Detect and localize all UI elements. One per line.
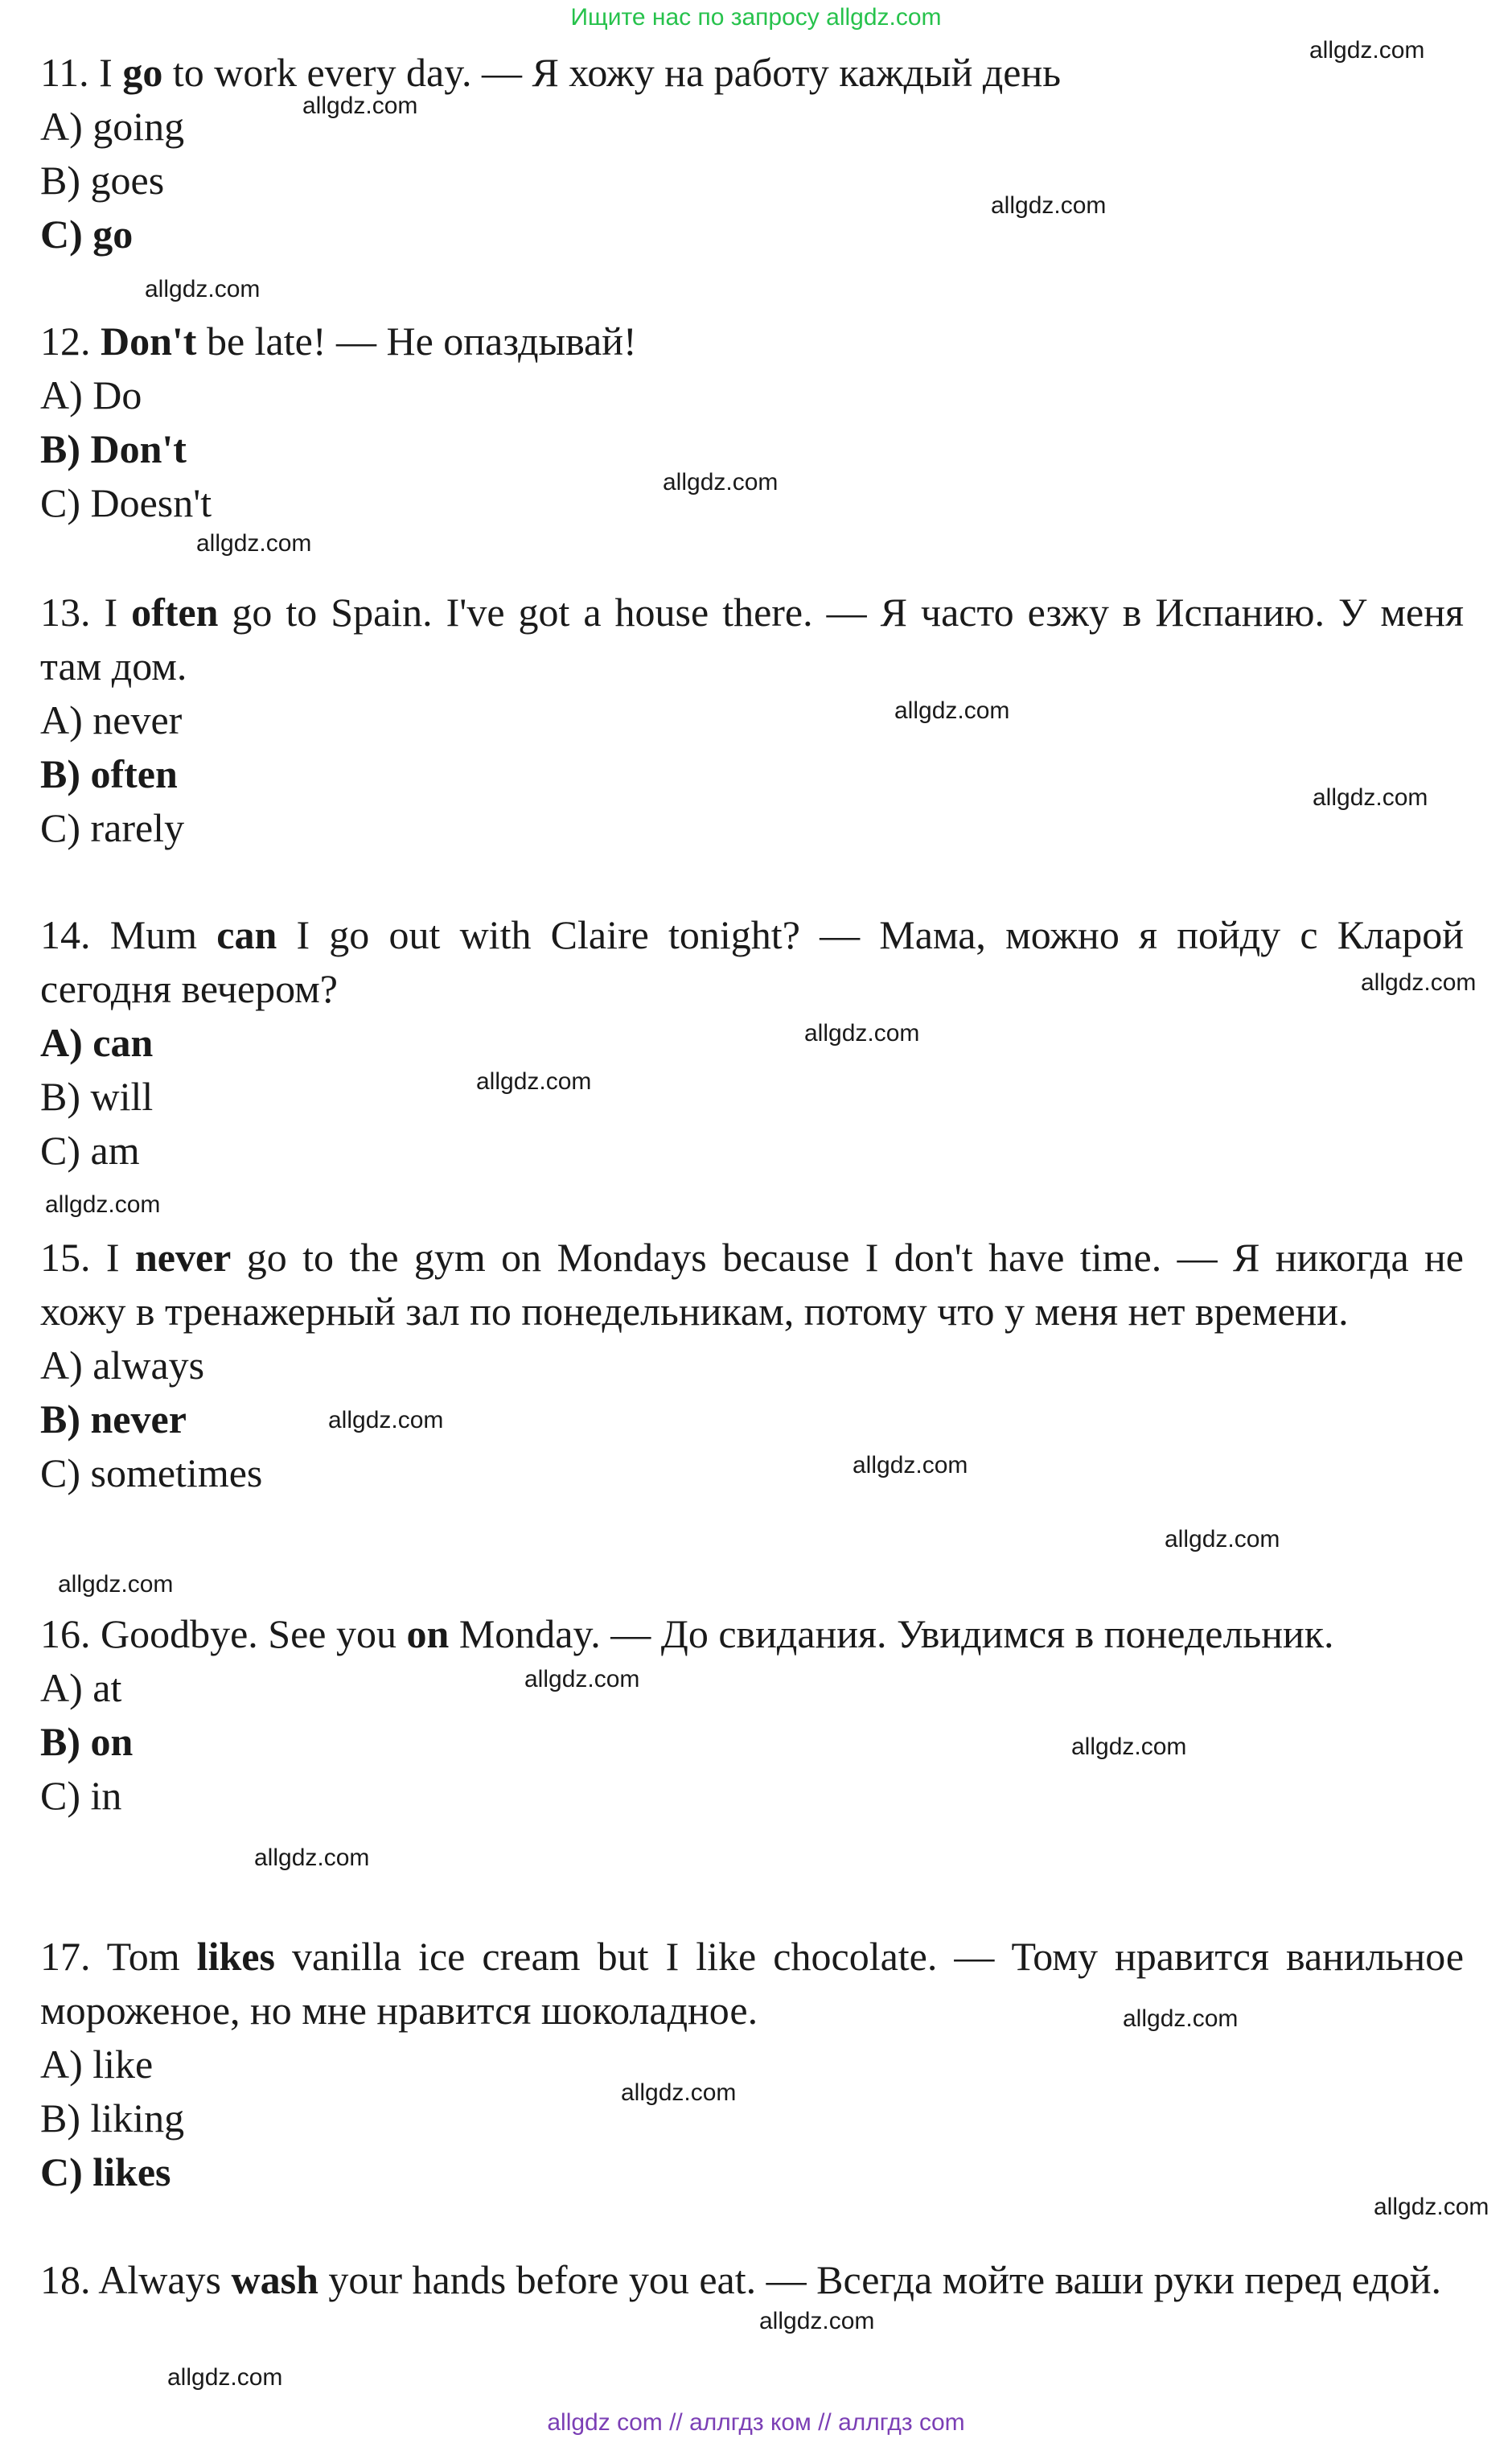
watermark: allgdz.com	[1374, 2194, 1489, 2220]
watermark: allgdz.com	[621, 2079, 737, 2106]
question-text: 16. Goodbye. See you on Monday. — До свидания. Увидимся в понедельник.	[40, 1611, 1334, 1656]
question-number: 14.	[40, 912, 91, 957]
watermark: allgdz.com	[894, 697, 1010, 724]
question-12	[40, 315, 1464, 530]
watermark: allgdz.com	[759, 2308, 875, 2334]
watermark: allgdz.com	[254, 1845, 370, 1871]
question-17	[40, 1930, 1464, 2199]
option-c: C) in	[40, 1773, 122, 1818]
watermark: allgdz.com	[1123, 2005, 1239, 2032]
answer-word: wash	[231, 2257, 318, 2302]
question-text: 14. Mum can I go out with Claire tonight? — Мама, можно я пойду с Кларой сегодня вечером?	[40, 912, 1464, 1011]
option-c: C) Doesn't	[40, 480, 212, 525]
question-number: 13.	[40, 590, 91, 635]
watermark: allgdz.com	[58, 1571, 174, 1598]
option-b-correct: B) on	[40, 1719, 134, 1764]
question-number: 18.	[40, 2257, 91, 2302]
answer-word: often	[131, 590, 219, 635]
question-number: 12.	[40, 319, 91, 364]
watermark: allgdz.com	[1313, 784, 1428, 811]
watermark: allgdz.com	[145, 276, 261, 302]
option-b: B) goes	[40, 158, 165, 203]
watermark: allgdz.com	[1071, 1733, 1187, 1760]
question-number: 17.	[40, 1934, 91, 1979]
option-a: A) at	[40, 1665, 122, 1710]
watermark: allgdz.com	[167, 2364, 283, 2391]
watermark: allgdz.com	[524, 1666, 640, 1692]
watermark: allgdz.com	[804, 1020, 920, 1047]
option-c-correct: C) likes	[40, 2149, 171, 2194]
question-number: 16.	[40, 1611, 91, 1656]
answer-word: go	[122, 50, 163, 95]
answer-word: never	[134, 1235, 232, 1280]
question-13	[40, 586, 1464, 855]
watermark: allgdz.com	[328, 1407, 444, 1433]
watermark: allgdz.com	[853, 1452, 968, 1478]
option-c: C) rarely	[40, 805, 185, 850]
question-text: 18. Always wash your hands before you eat. — Всегда мойте ваши руки перед едой.	[40, 2257, 1442, 2302]
watermark: allgdz.com	[1165, 1526, 1280, 1553]
option-b-correct: B) often	[40, 751, 178, 796]
question-number: 11.	[40, 50, 89, 95]
bottom-banner[interactable]: allgdz com // аллгдз ком // аллгдз com	[547, 2409, 965, 2436]
question-text: 12. Don't be late! — Не опаздывай!	[40, 319, 637, 364]
option-a: A) never	[40, 697, 183, 742]
option-b: B) liking	[40, 2095, 185, 2141]
question-14	[40, 908, 1464, 1178]
option-a: A) going	[40, 104, 185, 149]
watermark: allgdz.com	[302, 93, 418, 119]
question-text: 15. I never go to the gym on Mondays because I don't have time. — Я никогда не хожу в тренажерный зал по понедельникам, потому что у меня нет времени.	[40, 1235, 1464, 1334]
watermark: allgdz.com	[45, 1191, 161, 1218]
option-b-correct: B) Don't	[40, 426, 187, 471]
top-banner[interactable]: Ищите нас по запросу allgdz.com	[570, 4, 942, 31]
option-b-correct: B) never	[40, 1396, 187, 1441]
question-16	[40, 1607, 1464, 1823]
answer-word: likes	[196, 1934, 275, 1979]
watermark: allgdz.com	[1309, 37, 1425, 64]
option-a: A) Do	[40, 372, 142, 417]
option-b: B) will	[40, 1074, 154, 1119]
answer-word: can	[216, 912, 277, 957]
option-c: C) am	[40, 1128, 140, 1173]
answer-word: Don't	[101, 319, 197, 364]
watermark: allgdz.com	[196, 530, 312, 557]
option-c-correct: C) go	[40, 212, 134, 257]
question-number: 15.	[40, 1235, 91, 1280]
question-text: 13. I often go to Spain. I've got a house there. — Я часто езжу в Испанию. У меня там дом.	[40, 590, 1464, 689]
question-text: 17. Tom likes vanilla ice cream but I like chocolate. — Тому нравится ванильное мороженое, но мне нравится шоколадное.	[40, 1934, 1465, 2033]
option-c: C) sometimes	[40, 1450, 263, 1495]
option-a: A) always	[40, 1343, 205, 1388]
question-18	[40, 2253, 1464, 2307]
watermark: allgdz.com	[476, 1068, 592, 1095]
answer-word: on	[406, 1611, 450, 1656]
question-15	[40, 1231, 1464, 1500]
watermark: allgdz.com	[663, 469, 779, 496]
watermark: allgdz.com	[1361, 969, 1477, 996]
watermark: allgdz.com	[991, 192, 1107, 219]
question-11	[40, 46, 1464, 261]
question-text: 11. I go to work every day. — Я хожу на работу каждый день	[40, 50, 1062, 95]
option-a-correct: A) can	[40, 1020, 154, 1065]
option-a: A) like	[40, 2042, 154, 2087]
